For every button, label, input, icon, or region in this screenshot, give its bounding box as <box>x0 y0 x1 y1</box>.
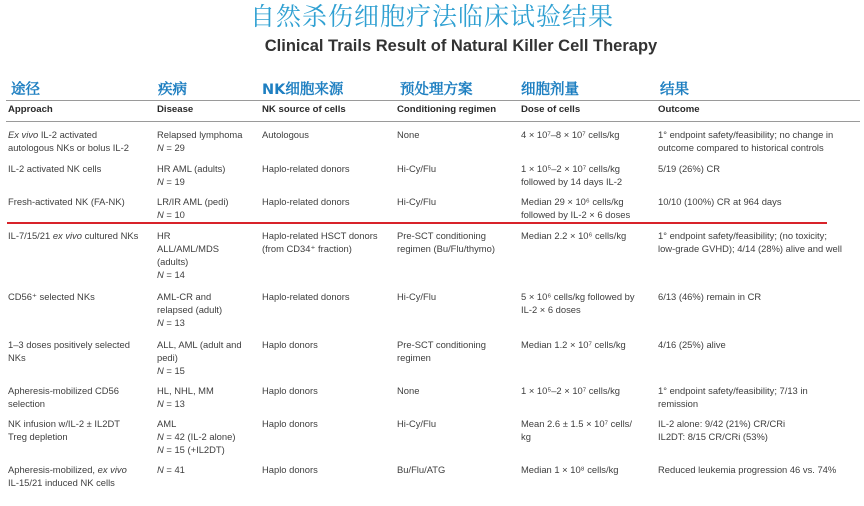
row-4-outcome-cell <box>658 229 842 255</box>
conditioning-text-line: Hi-Cy/Flu <box>397 163 437 174</box>
disease-text-line: N = 15 (+IL2DT) <box>157 444 225 455</box>
row-9-outcome-cell <box>658 463 836 476</box>
approach-text-line: IL-15/21 induced NK cells <box>8 477 115 488</box>
cn-header-dose: 细胞剂量 <box>521 82 579 98</box>
source-text-line: Haplo-related donors <box>262 291 350 302</box>
disease-text-line: N = 29 <box>157 142 185 153</box>
dose-text-line: 4 × 10⁷–8 × 10⁷ cells/kg <box>521 129 620 140</box>
row-3-disease-cell <box>157 195 229 221</box>
row-1-conditioning-cell <box>397 128 419 141</box>
row-1-dose-cell <box>521 128 620 141</box>
disease-text-line: AML-CR and <box>157 291 212 302</box>
row-2-disease-cell <box>157 162 225 188</box>
row-4-conditioning-cell <box>397 229 495 255</box>
disease-text-line: pedi) <box>157 352 178 363</box>
disease-text-line: N = 10 <box>157 209 185 220</box>
row-4-approach-cell <box>8 229 138 242</box>
disease-text-line: ALL, AML (adult and <box>157 339 242 350</box>
dose-text-line: 1 × 10⁵–2 × 10⁷ cells/kg <box>521 163 621 174</box>
row-1-disease-cell <box>157 128 242 154</box>
dose-text-line: Median 29 × 10⁶ cells/kg <box>521 196 624 207</box>
conditioning-text-line: Bu/Flu/ATG <box>397 464 446 475</box>
en-header-dose: Dose of cells <box>521 104 581 115</box>
conditioning-text-line: regimen <box>397 352 431 363</box>
outcome-text-line: outcome compared to historical controls <box>658 142 824 153</box>
conditioning-text-line: None <box>397 129 420 140</box>
row-8-approach-cell <box>8 417 120 443</box>
row-5-conditioning-cell <box>397 290 436 303</box>
row-5-source-cell <box>262 290 350 303</box>
en-header-disease: Disease <box>157 104 194 115</box>
approach-text-line: Apheresis-mobilized CD56 <box>8 385 119 396</box>
disease-text-line: Relapsed lymphoma <box>157 129 243 140</box>
en-header-conditioning: Conditioning regimen <box>397 104 497 115</box>
row-9-approach-cell <box>8 463 127 489</box>
row-6-approach-cell <box>8 338 130 364</box>
row-9-source-cell <box>262 463 318 476</box>
approach-text-line: Fresh-activated NK (FA-NK) <box>8 196 125 207</box>
dose-text-line: Median 1.2 × 10⁷ cells/kg <box>521 339 626 350</box>
approach-text-line: autologous NKs or bolus IL-2 <box>8 142 129 153</box>
row-2-source-cell <box>262 162 350 175</box>
approach-text-line: 1–3 doses positively selected <box>8 339 130 350</box>
row-7-outcome-cell <box>658 384 808 410</box>
row-7-disease-cell <box>157 384 214 410</box>
disease-text-line: HR AML (adults) <box>157 163 226 174</box>
en-header-source: NK source of cells <box>262 104 346 115</box>
row-4-disease-cell <box>157 229 219 281</box>
approach-text-line: CD56⁺ selected NKs <box>8 291 95 302</box>
row-7-conditioning-cell <box>397 384 419 397</box>
row-5-outcome-cell <box>658 290 761 303</box>
row-5-approach-cell <box>8 290 95 303</box>
outcome-text-line: 1° endpoint safety/feasibility; no change in <box>658 129 834 140</box>
outcome-text-line: 1° endpoint safety/feasibility; 7/13 in <box>658 385 808 396</box>
source-text-line: (from CD34⁺ fraction) <box>262 243 352 254</box>
conditioning-text-line: Hi-Cy/Flu <box>397 418 437 429</box>
row-9-conditioning-cell <box>397 463 445 476</box>
disease-text-line: ALL/AML/MDS <box>157 243 219 254</box>
approach-text-line: Treg depletion <box>8 431 68 442</box>
row-1-source-cell <box>262 128 309 141</box>
dose-text-line: Mean 2.6 ± 1.5 × 10⁷ cells/ <box>521 418 632 429</box>
approach-text-line: IL-2 activated NK cells <box>8 163 102 174</box>
row-3-conditioning-cell <box>397 195 436 208</box>
conditioning-text-line: Pre-SCT conditioning <box>397 230 486 241</box>
dose-text-line: followed by 14 days IL-2 <box>521 176 623 187</box>
en-header-approach: Approach <box>8 104 53 115</box>
outcome-text-line: 10/10 (100%) CR at 964 days <box>658 196 782 207</box>
row-8-dose-cell <box>521 417 632 443</box>
disease-text-line: N = 19 <box>157 176 185 187</box>
dose-text-line: Median 2.2 × 10⁶ cells/kg <box>521 230 627 241</box>
row-2-dose-cell <box>521 162 622 188</box>
conditioning-text-line: regimen (Bu/Flu/thymo) <box>397 243 495 254</box>
disease-text-line: relapsed (adult) <box>157 304 223 315</box>
row-8-disease-cell <box>157 417 235 456</box>
outcome-text-line: IL-2 alone: 9/42 (21%) CR/CRi <box>658 418 786 429</box>
conditioning-text-line: Hi-Cy/Flu <box>397 196 437 207</box>
row-3-dose-cell <box>521 195 630 221</box>
disease-text-line: N = 14 <box>157 269 185 280</box>
outcome-text-line: 4/16 (25%) alive <box>658 339 726 350</box>
title-english: Clinical Trails Result of Natural Killer Cell Therapy <box>264 37 658 55</box>
row-5-dose-cell <box>521 290 635 316</box>
outcome-text-line: Reduced leukemia progression 46 vs. 74% <box>658 464 837 475</box>
approach-text-line: IL-7/15/21 ex vivo cultured NKs <box>8 230 139 241</box>
source-text-line: Haplo-related donors <box>262 163 350 174</box>
dose-text-line: followed by IL-2 × 6 doses <box>521 209 631 220</box>
cn-header-outcome: 结果 <box>660 82 689 98</box>
disease-text-line: N = 42 (IL-2 alone) <box>157 431 236 442</box>
row-6-source-cell <box>262 338 318 351</box>
row-3-approach-cell <box>8 195 125 208</box>
row-8-outcome-cell <box>658 417 785 443</box>
row-2-approach-cell <box>8 162 101 175</box>
conditioning-text-line: None <box>397 385 420 396</box>
disease-text-line: N = 15 <box>157 365 185 376</box>
cn-header-source: NK细胞来源 <box>262 82 344 98</box>
row-1-outcome-cell <box>658 128 833 154</box>
row-6-disease-cell <box>157 338 242 377</box>
dose-text-line: Median 1 × 10⁸ cells/kg <box>521 464 619 475</box>
row-8-conditioning-cell <box>397 417 436 430</box>
source-text-line: Haplo donors <box>262 385 318 396</box>
conditioning-text-line: Hi-Cy/Flu <box>397 291 437 302</box>
row-3-source-cell <box>262 195 350 208</box>
row-2-outcome-cell <box>658 162 720 175</box>
cn-header-disease: 疾病 <box>158 82 187 98</box>
header-bottom-rule <box>6 121 860 122</box>
row-4-dose-cell <box>521 229 626 242</box>
row-8-source-cell <box>262 417 318 430</box>
red-divider-line <box>7 222 827 224</box>
dose-text-line: 5 × 10⁶ cells/kg followed by <box>521 291 635 302</box>
outcome-text-line: 1° endpoint safety/feasibility; (no toxicity; <box>658 230 827 241</box>
approach-text-line: NK infusion w/IL-2 ± IL2DT <box>8 418 120 429</box>
source-text-line: Haplo donors <box>262 418 318 429</box>
source-text-line: Haplo-related HSCT donors <box>262 230 378 241</box>
row-6-conditioning-cell <box>397 338 486 364</box>
table-top-rule <box>6 100 860 101</box>
disease-text-line: N = 41 <box>157 464 185 475</box>
disease-text-line: HR <box>157 230 171 241</box>
disease-text-line: N = 13 <box>157 398 185 409</box>
conditioning-text-line: Pre-SCT conditioning <box>397 339 486 350</box>
cn-header-conditioning: 预处理方案 <box>400 82 473 98</box>
row-9-disease-cell <box>157 463 185 476</box>
outcome-text-line: IL2DT: 8/15 CR/CRi (53%) <box>658 431 768 442</box>
row-7-source-cell <box>262 384 318 397</box>
outcome-text-line: low-grade GVHD); 4/14 (28%) alive and well <box>658 243 842 254</box>
source-text-line: Haplo donors <box>262 339 318 350</box>
dose-text-line: kg <box>521 431 531 442</box>
source-text-line: Haplo-related donors <box>262 196 350 207</box>
approach-text-line: Apheresis-mobilized, ex vivo <box>8 464 127 475</box>
row-4-source-cell <box>262 229 378 255</box>
disease-text-line: LR/IR AML (pedi) <box>157 196 229 207</box>
dose-text-line: IL-2 × 6 doses <box>521 304 581 315</box>
outcome-text-line: 6/13 (46%) remain in CR <box>658 291 762 302</box>
row-1-approach-cell <box>8 128 129 154</box>
source-text-line: Haplo donors <box>262 464 318 475</box>
row-9-dose-cell <box>521 463 619 476</box>
outcome-text-line: remission <box>658 398 699 409</box>
disease-text-line: HL, NHL, MM <box>157 385 214 396</box>
disease-text-line: (adults) <box>157 256 189 267</box>
approach-text-line: Ex vivo IL-2 activated <box>8 129 98 140</box>
disease-text-line: AML <box>157 418 177 429</box>
row-6-dose-cell <box>521 338 626 351</box>
title-chinese: 自然杀伤细胞疗法临床试验结果 <box>249 2 614 31</box>
approach-text-line: NKs <box>8 352 26 363</box>
outcome-text-line: 5/19 (26%) CR <box>658 163 721 174</box>
row-7-dose-cell <box>521 384 620 397</box>
disease-text-line: N = 13 <box>157 317 185 328</box>
row-6-outcome-cell <box>658 338 726 351</box>
cn-header-approach: 途径 <box>11 82 40 98</box>
dose-text-line: 1 × 10⁵–2 × 10⁷ cells/kg <box>521 385 621 396</box>
row-5-disease-cell <box>157 290 222 329</box>
en-header-outcome: Outcome <box>658 104 700 115</box>
row-7-approach-cell <box>8 384 119 410</box>
row-3-outcome-cell <box>658 195 782 208</box>
approach-text-line: selection <box>8 398 46 409</box>
source-text-line: Autologous <box>262 129 309 140</box>
row-2-conditioning-cell <box>397 162 436 175</box>
